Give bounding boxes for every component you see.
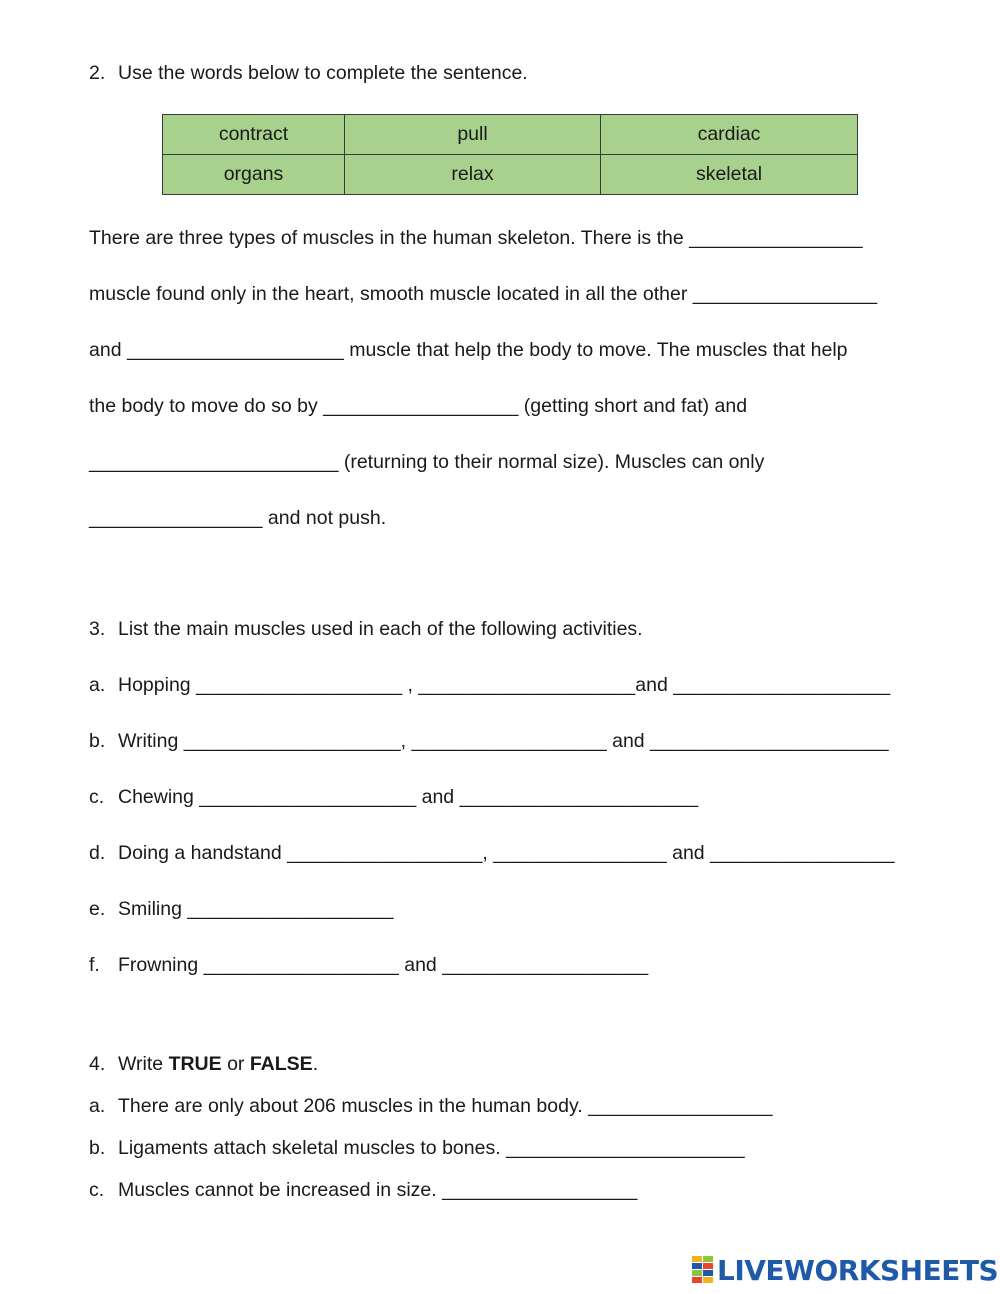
q3-item-letter: d. — [89, 842, 106, 864]
q2-paragraph-line: _______________________ (returning to their normal size). Muscles can only — [89, 451, 765, 473]
word-bank-cell: organs — [163, 155, 345, 195]
q2-paragraph-line: There are three types of muscles in the human skeleton. There is the ________________ — [89, 227, 863, 249]
q2-paragraph-line: and ____________________ muscle that help the body to move. The muscles that help — [89, 339, 848, 361]
word-bank-cell: pull — [345, 115, 601, 155]
q4-prompt-false: FALSE — [249, 1053, 313, 1075]
q4-prompt-true: TRUE — [168, 1053, 222, 1075]
word-bank-cell: skeletal — [601, 155, 858, 195]
logo-blocks-icon — [692, 1256, 714, 1284]
q3-item-letter: b. — [89, 730, 106, 752]
word-bank-row — [163, 155, 858, 195]
q3-item-letter: c. — [89, 786, 105, 808]
q3-item-hopping: Hopping ___________________ , ____________________and ____________________ — [118, 674, 891, 696]
q3-item-letter: e. — [89, 898, 106, 920]
liveworksheets-logo — [692, 1252, 998, 1288]
q4-number: 4. — [89, 1053, 106, 1075]
q3-item-letter: a. — [89, 674, 106, 696]
q3-item-letter: f. — [89, 954, 100, 976]
q4-prompt-mid: or — [221, 1053, 250, 1075]
q3-prompt: List the main muscles used in each of the following activities. — [118, 618, 643, 640]
q4-prompt — [118, 1053, 318, 1076]
q3-item-chewing: Chewing ____________________ and ______________________ — [118, 786, 699, 808]
q3-item-smiling: Smiling ___________________ — [118, 898, 394, 920]
q4-prompt-post: . — [312, 1053, 319, 1075]
q2-paragraph-line: muscle found only in the heart, smooth muscle located in all the other _________________ — [89, 283, 878, 305]
word-bank-cell: contract — [163, 115, 345, 155]
q2-prompt: Use the words below to complete the sentence. — [118, 62, 528, 84]
q4-item: There are only about 206 muscles in the human body. _________________ — [118, 1095, 773, 1117]
q4-prompt-pre: Write — [118, 1053, 169, 1075]
q2-number: 2. — [89, 62, 106, 84]
word-bank-row — [163, 115, 858, 155]
q3-item-writing: Writing ____________________, __________________ and ______________________ — [118, 730, 889, 752]
q4-item: Muscles cannot be increased in size. __________________ — [118, 1179, 638, 1201]
q2-paragraph-line: the body to move do so by __________________ (getting short and fat) and — [89, 395, 748, 417]
q4-item-letter: c. — [89, 1179, 105, 1201]
q4-item: Ligaments attach skeletal muscles to bones. ______________________ — [118, 1137, 745, 1159]
q4-item-letter: a. — [89, 1095, 106, 1117]
logo-text: LIVEWORKSHEETS — [717, 1253, 999, 1287]
word-bank-cell: cardiac — [601, 115, 858, 155]
q3-number: 3. — [89, 618, 106, 640]
q4-item-letter: b. — [89, 1137, 106, 1159]
word-bank-table — [162, 114, 858, 195]
q3-item-frowning: Frowning __________________ and ___________________ — [118, 954, 649, 976]
q3-item-handstand: Doing a handstand __________________, ________________ and _________________ — [118, 842, 895, 864]
q2-paragraph-line: ________________ and not push. — [89, 507, 387, 529]
word-bank-cell: relax — [345, 155, 601, 195]
